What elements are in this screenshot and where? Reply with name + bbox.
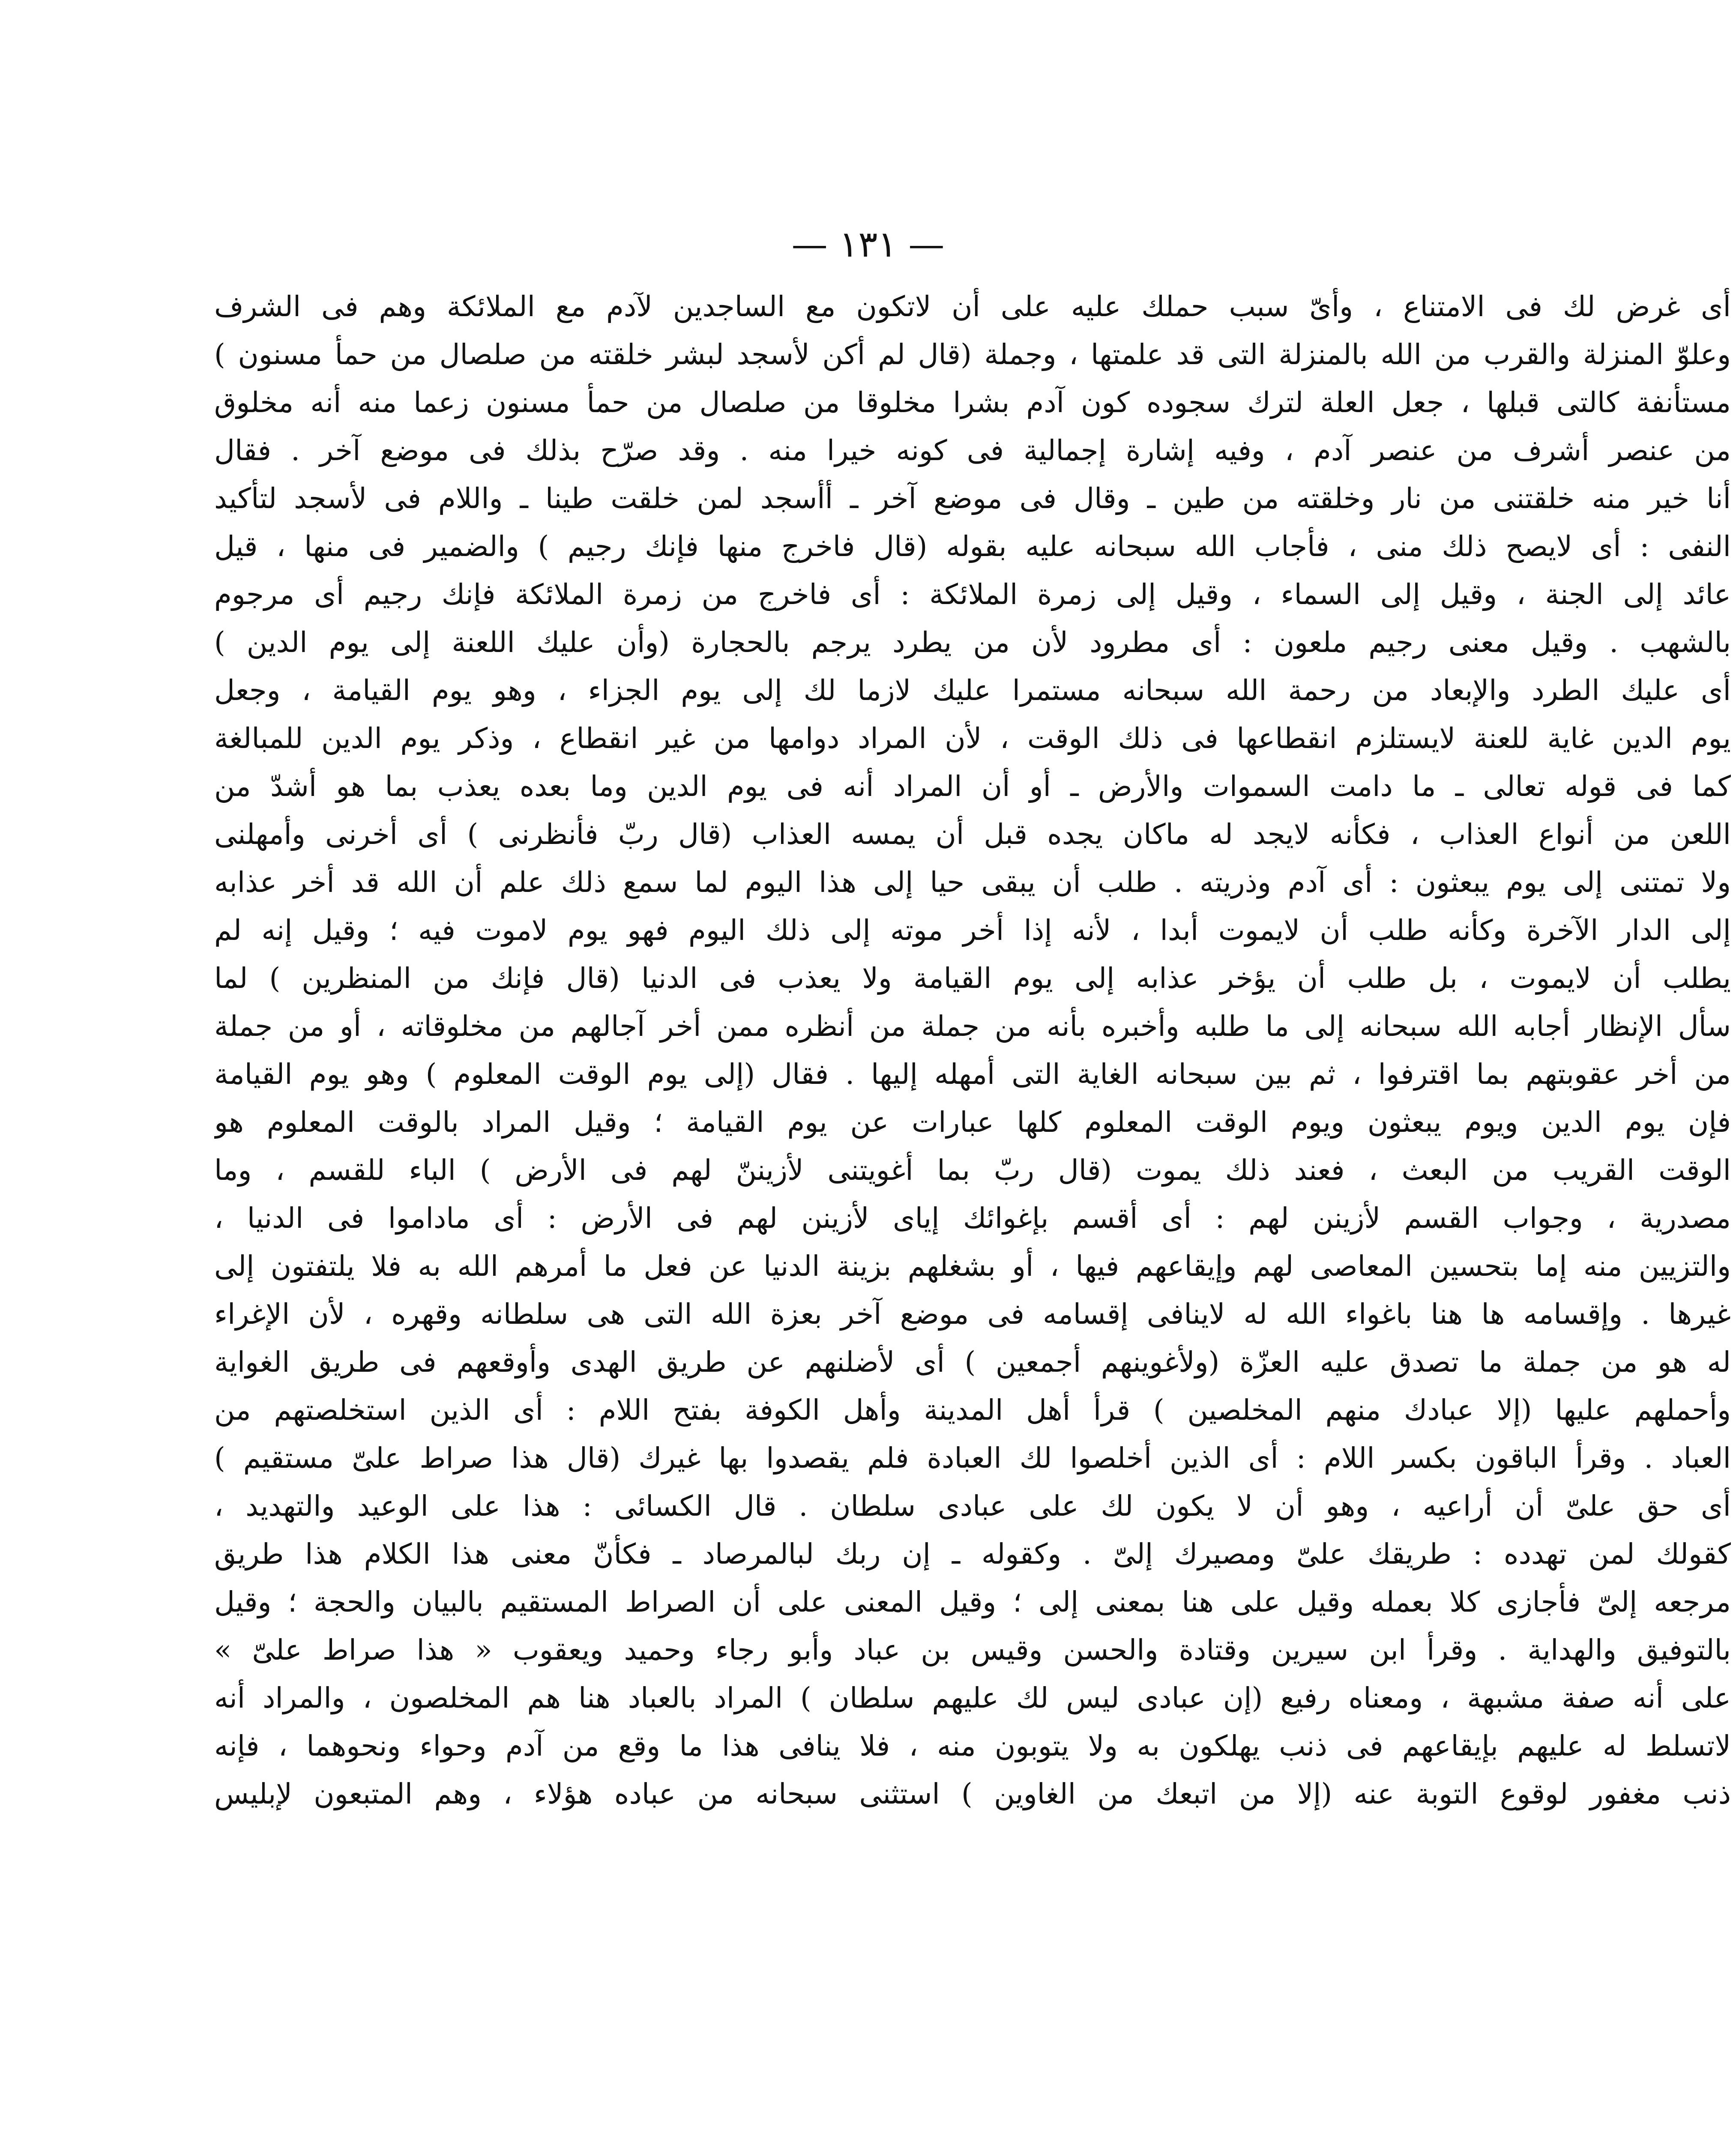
text-line: أى غرض لك فى الامتناع ، وأىّ سبب حملك عليه على أن لاتكون مع الساجدين لآدم مع الملائكة وهم فى الشرف	[214, 290, 1731, 323]
text-line: من أخر عقوبتهم بما اقترفوا ، ثم بين سبحانه الغاية التى أمهله إليها . فقال (إلى يوم الوقت المعلوم ) وهو يوم القيامة	[214, 1058, 1731, 1091]
body-text	[214, 283, 1731, 1818]
text-line: ذنب مغفور لوقوع التوبة عنه (إلا من اتبعك من الغاوين ) استثنى سبحانه من عباده هؤلاء ، وهم المتبعون لإبليس	[214, 1777, 1731, 1810]
text-line: فإن يوم الدين ويوم يبعثون ويوم الوقت المعلوم كلها عبارات عن يوم القيامة ؛ وقيل المراد بالوقت المعلوم هو	[214, 1106, 1731, 1139]
text-line: ولا تمتنى إلى يوم يبعثون : أى آدم وذريته . طلب أن يبقى حيا إلى هذا اليوم لما سمع ذلك علم أن الله قد أخر عذابه	[214, 866, 1731, 899]
text-line: له هو من جملة ما تصدق عليه العزّة (ولأغوينهم أجمعين ) أى لأضلنهم عن طريق الهدى وأوقعهم فى طريق الغواية	[214, 1346, 1731, 1379]
text-line: كقولك لمن تهدده : طريقك علىّ ومصيرك إلىّ . وكقوله ـ إن ربك لبالمرصاد ـ فكأنّ معنى هذا الكلام هذا طريق	[214, 1538, 1731, 1571]
text-line: النفى : أى لايصح ذلك منى ، فأجاب الله سبحانه عليه بقوله (قال فاخرج منها فإنك رجيم ) والضمير فى منها ، قيل	[214, 530, 1731, 563]
text-line: بالشهب . وقيل معنى رجيم ملعون : أى مطرود لأن من يطرد يرجم بالحجارة (وأن عليك اللعنة إلى يوم الدين )	[214, 626, 1731, 659]
text-line: يطلب أن لايموت ، بل طلب أن يؤخر عذابه إلى يوم القيامة ولا يعذب فى الدنيا (قال فإنك من المنظرين ) لما	[214, 962, 1731, 995]
text-line: كما فى قوله تعالى ـ ما دامت السموات والأرض ـ أو أن المراد أنه فى يوم الدين وما بعده يعذب بما هو أشدّ من	[214, 770, 1731, 803]
text-line: بالتوفيق والهداية . وقرأ ابن سيرين وقتادة والحسن وقيس بن عباد وأبو رجاء وحميد ويعقوب « هذا صراط علىّ »	[214, 1633, 1731, 1666]
text-line: والتزيين منه إما بتحسين المعاصى لهم وإيقاعهم فيها ، أو بشغلهم بزينة الدنيا عن فعل ما أمرهم الله به فلا يلتفتون إلى	[214, 1250, 1731, 1283]
text-line: من عنصر أشرف من عنصر آدم ، وفيه إشارة إجمالية فى كونه خيرا منه . وقد صرّح بذلك فى موضع آخر . فقال	[214, 434, 1731, 467]
text-line: أنا خير منه خلقتنى من نار وخلقته من طين ـ وقال فى موضع آخر ـ أأسجد لمن خلقت طينا ـ واللام فى لأسجد لتأكيد	[214, 482, 1731, 515]
text-line: لاتسلط له عليهم بإيقاعهم فى ذنب يهلكون به ولا يتوبون منه ، فلا ينافى هذا ما وقع من آدم وحواء ونحوهما ، فإنه	[214, 1729, 1731, 1762]
text-line: اللعن من أنواع العذاب ، فكأنه لايجد له ماكان يجده قبل أن يمسه العذاب (قال ربّ فأنظرنى ) أى أخرنى وأمهلنى	[214, 818, 1731, 851]
text-line: مرجعه إلىّ فأجازى كلا بعمله وقيل على هنا بمعنى إلى ؛ وقيل المعنى على أن الصراط المستقيم بالبيان والحجة ؛ وقيل	[214, 1586, 1731, 1618]
text-line: العباد . وقرأ الباقون بكسر اللام : أى الذين أخلصوا لك العبادة فلم يقصدوا بها غيرك (قال هذا صراط علىّ مستقيم )	[214, 1442, 1731, 1475]
text-line: مصدرية ، وجواب القسم لأزينن لهم : أى أقسم بإغوائك إياى لأزينن لهم فى الأرض : أى ماداموا فى الدنيا ،	[214, 1202, 1731, 1235]
page-number: — ١٣١ —	[791, 223, 945, 265]
text-line: غيرها . وإقسامه ها هنا باغواء الله له لاينافى إقسامه فى موضع آخر بعزة الله التى هى سلطانه وقهره ، لأن الإغراء	[214, 1298, 1731, 1331]
text-line: وأحملهم عليها (إلا عبادك منهم المخلصين ) قرأ أهل المدينة وأهل الكوفة بفتح اللام : أى الذين استخلصتهم من	[214, 1394, 1731, 1427]
text-line: الوقت القريب من البعث ، فعند ذلك يموت (قال ربّ بما أغويتنى لأزيننّ لهم فى الأرض ) الباء للقسم ، وما	[214, 1154, 1731, 1187]
text-line: مستأنفة كالتى قبلها ، جعل العلة لترك سجوده كون آدم بشرا مخلوقا من صلصال من حمأ مسنون زعما منه أنه مخلوق	[214, 386, 1731, 419]
text-line: إلى الدار الآخرة وكأنه طلب أن لايموت أبدا ، لأنه إذا أخر موته إلى ذلك اليوم فهو يوم لاموت فيه ؛ وقيل إنه لم	[214, 914, 1731, 947]
text-line: على أنه صفة مشبهة ، ومعناه رفيع (إن عبادى ليس لك عليهم سلطان ) المراد بالعباد هنا هم المخلصون ، والمراد أنه	[214, 1681, 1731, 1714]
text-line: عائد إلى الجنة ، وقيل إلى السماء ، وقيل إلى زمرة الملائكة : أى فاخرج من زمرة الملائكة فإنك رجيم أى مرجوم	[214, 578, 1731, 611]
text-line: أى عليك الطرد والإبعاد من رحمة الله سبحانه مستمرا عليك لازما لك إلى يوم الجزاء ، وهو يوم القيامة ، وجعل	[214, 674, 1731, 707]
text-line: وعلوّ المنزلة والقرب من الله بالمنزلة التى قد علمتها ، وجملة (قال لم أكن لأسجد لبشر خلقته من صلصال من حمأ مسنون )	[214, 338, 1731, 371]
text-line: أى حق علىّ أن أراعيه ، وهو أن لا يكون لك على عبادى سلطان . قال الكسائى : هذا على الوعيد والتهديد ،	[214, 1490, 1731, 1523]
text-line: سأل الإنظار أجابه الله سبحانه إلى ما طلبه وأخبره بأنه من جملة من أنظره ممن أخر آجالهم من مخلوقاته ، أو من جملة	[214, 1010, 1731, 1043]
text-line: يوم الدين غاية للعنة لايستلزم انقطاعها فى ذلك الوقت ، لأن المراد دوامها من غير انقطاع ، وذكر يوم الدين للمبالغة	[214, 722, 1731, 755]
